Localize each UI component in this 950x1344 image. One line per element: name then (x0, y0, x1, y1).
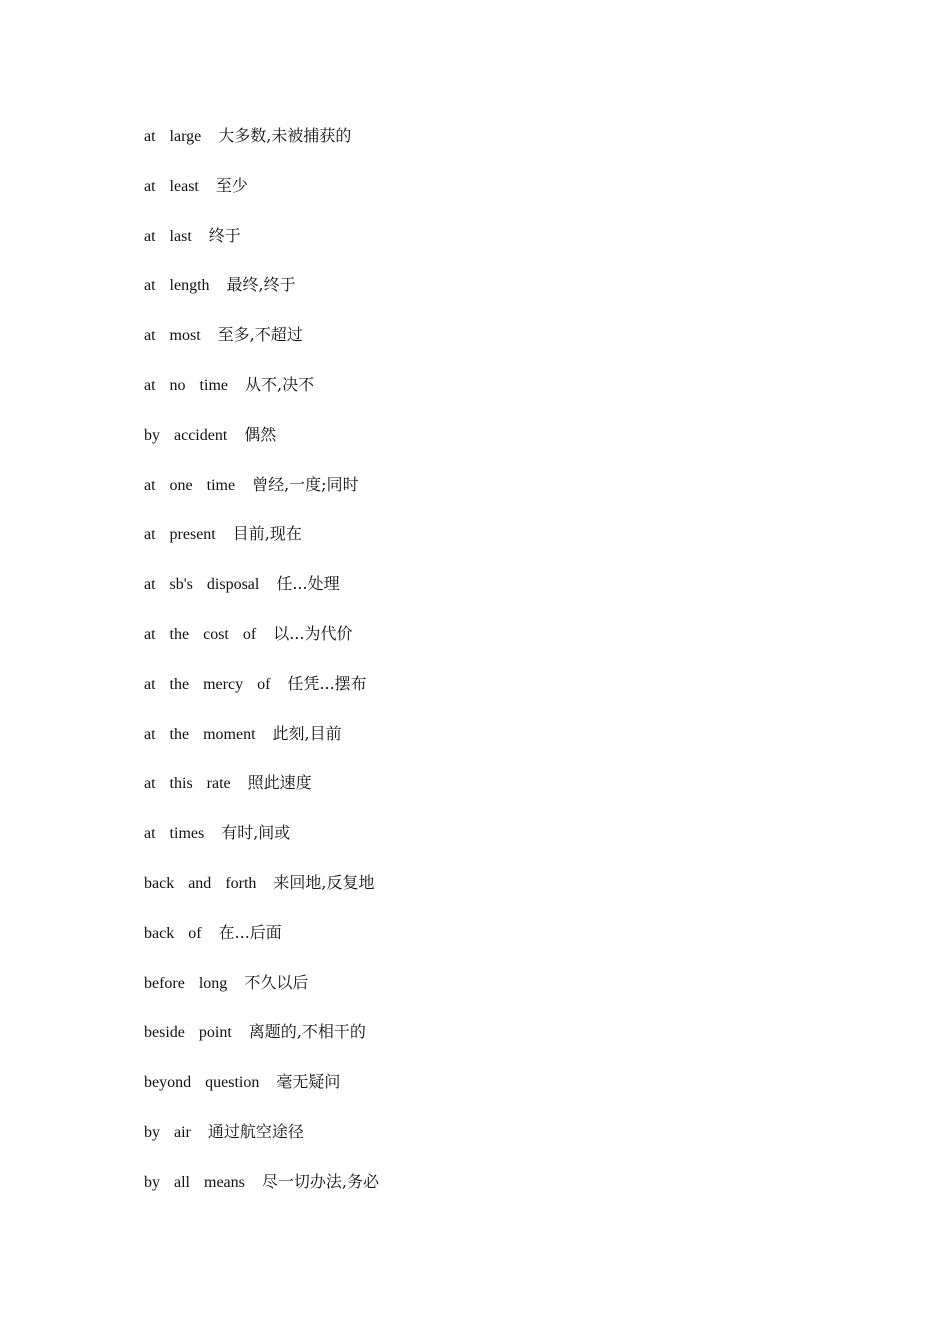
phrase-word: at (144, 675, 156, 693)
phrase-entry (144, 572, 379, 622)
phrase-entry (144, 871, 379, 921)
phrase-entry (144, 821, 379, 871)
phrase-word: the (169, 725, 190, 743)
phrase-meaning: 不久以后 (244, 972, 309, 992)
phrase-word: at (144, 526, 156, 544)
phrase-entry (144, 622, 379, 672)
phrase-entry (144, 124, 379, 174)
phrase-word: one (169, 476, 193, 494)
phrase-entry (144, 473, 379, 523)
phrase-entry (144, 1070, 379, 1120)
phrase-word: rate (206, 775, 231, 793)
phrase-word: the (169, 675, 190, 693)
phrase-word: present (169, 526, 216, 544)
phrase-word: times (169, 825, 205, 843)
phrase-word: of (257, 675, 271, 693)
phrase-word: by (144, 426, 160, 444)
phrase-entry (144, 373, 379, 423)
phrase-word: and (188, 874, 212, 892)
phrase-meaning: 照此速度 (247, 773, 312, 793)
phrase-word: last (169, 227, 192, 245)
phrase-entry (144, 921, 379, 971)
phrase-word: of (188, 924, 202, 942)
phrase-entry (144, 971, 379, 1021)
phrase-word: at (144, 725, 156, 743)
phrase-word: least (169, 177, 199, 195)
phrase-list (144, 124, 379, 1220)
phrase-word: cost (203, 625, 229, 643)
phrase-word: this (169, 775, 193, 793)
phrase-word: means (204, 1173, 245, 1191)
phrase-meaning: 来回地,反复地 (273, 872, 375, 892)
phrase-word: air (174, 1123, 191, 1141)
phrase-word: at (144, 177, 156, 195)
phrase-meaning: 最终,终于 (226, 275, 296, 295)
phrase-word: time (206, 476, 236, 494)
phrase-word: moment (203, 725, 256, 743)
phrase-meaning: 从不,决不 (244, 374, 315, 394)
phrase-entry (144, 722, 379, 772)
phrase-word: at (144, 327, 156, 345)
phrase-entry (144, 522, 379, 572)
phrase-entry (144, 771, 379, 821)
phrase-word: forth (225, 874, 257, 892)
phrase-word: disposal (206, 576, 260, 594)
phrase-word: no (169, 376, 186, 394)
phrase-meaning: 此刻,目前 (272, 723, 342, 743)
phrase-word: of (242, 625, 257, 643)
phrase-entry (144, 423, 379, 473)
phrase-entry (144, 1170, 379, 1220)
phrase-word: at (144, 625, 156, 643)
phrase-meaning: 终于 (208, 225, 241, 245)
phrase-word: all (174, 1173, 190, 1191)
phrase-word: most (169, 327, 201, 345)
phrase-word: at (144, 576, 156, 594)
phrase-meaning: 在...后面 (218, 922, 282, 942)
phrase-word: at (144, 476, 156, 494)
phrase-word: beyond (144, 1074, 192, 1092)
phrase-word: before (144, 974, 185, 992)
phrase-meaning: 通过航空途径 (207, 1121, 304, 1141)
phrase-meaning: 至少 (215, 175, 248, 195)
phrase-entry (144, 174, 379, 224)
phrase-meaning: 大多数,未被捕获的 (218, 126, 352, 145)
phrase-word: at (144, 825, 156, 843)
phrase-entry (144, 323, 379, 373)
phrase-meaning: 尽一切办法,务必 (261, 1171, 379, 1191)
phrase-word: accident (174, 426, 228, 444)
phrase-entry (144, 224, 379, 274)
phrase-meaning: 偶然 (244, 424, 277, 444)
phrase-word: the (169, 625, 190, 643)
phrase-word: by (144, 1173, 160, 1191)
phrase-entry (144, 1020, 379, 1070)
phrase-entry (144, 1120, 379, 1170)
phrase-meaning: 任...处理 (276, 574, 340, 594)
phrase-word: large (169, 128, 202, 145)
phrase-word: back (144, 874, 175, 892)
phrase-word: at (144, 376, 156, 394)
phrase-word: point (198, 1024, 232, 1042)
phrase-entry (144, 672, 379, 722)
phrase-word: by (144, 1123, 160, 1141)
phrase-entry (144, 273, 379, 323)
phrase-word: at (144, 277, 156, 295)
phrase-word: at (144, 227, 156, 245)
phrase-word: length (169, 277, 210, 295)
phrase-meaning: 任凭...摆布 (287, 673, 367, 693)
phrase-word: time (199, 376, 228, 394)
phrase-word: mercy (203, 675, 244, 693)
phrase-meaning: 至多,不超过 (217, 325, 303, 345)
phrase-meaning: 目前,现在 (232, 524, 302, 544)
phrase-meaning: 离题的,不相干的 (248, 1022, 366, 1042)
phrase-meaning: 以...为代价 (273, 623, 353, 643)
phrase-word: sb's (169, 576, 193, 594)
phrase-word: long (198, 974, 228, 992)
phrase-word: question (205, 1074, 260, 1092)
phrase-word: at (144, 128, 156, 145)
phrase-word: back (144, 924, 175, 942)
phrase-word: at (144, 775, 156, 793)
phrase-meaning: 曾经,一度;同时 (252, 474, 359, 494)
phrase-meaning: 有时,间或 (221, 823, 291, 843)
phrase-word: beside (144, 1024, 185, 1042)
phrase-meaning: 毫无疑问 (276, 1072, 341, 1092)
